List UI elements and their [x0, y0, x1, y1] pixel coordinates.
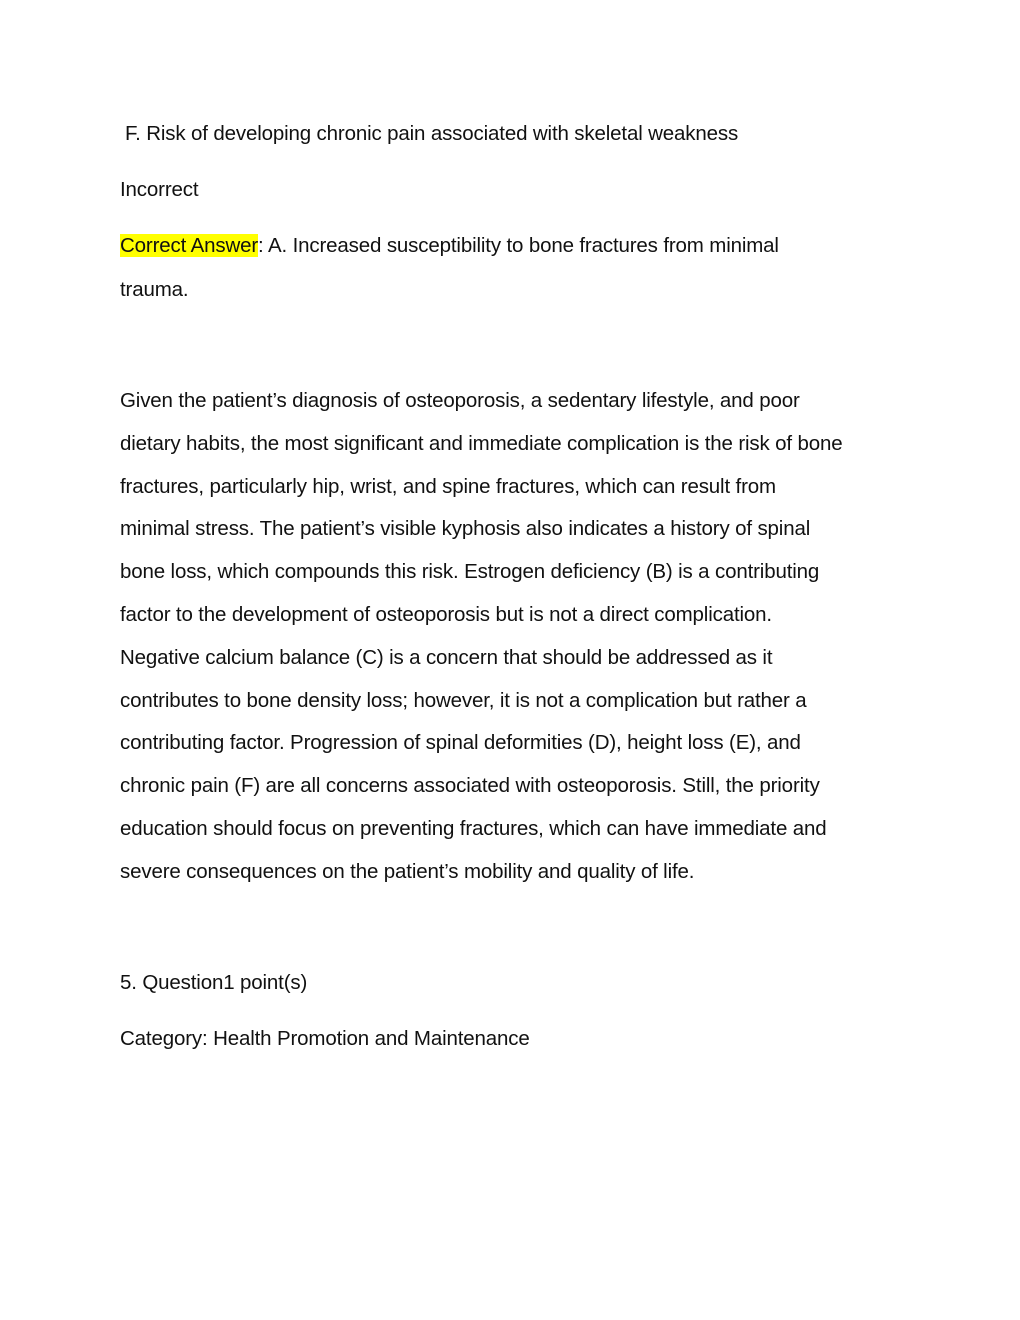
rationale-line: Negative calcium balance (C) is a concern that should be addressed as it	[120, 645, 773, 669]
question-category: Category: Health Promotion and Maintenance	[120, 1027, 530, 1050]
rationale-line: severe consequences on the patient’s mobility and quality of life.	[120, 859, 695, 883]
rationale-paragraph	[120, 388, 920, 902]
rationale-line: factor to the development of osteoporosis but is not a direct complication.	[120, 602, 772, 626]
correct-answer-label: Correct Answer	[120, 234, 259, 257]
result-status: Incorrect	[120, 178, 199, 201]
rationale-line: bone loss, which compounds this risk. Estrogen deficiency (B) is a contributing	[120, 560, 820, 584]
answer-option-f: F. Risk of developing chronic pain associated with skeletal weakness	[125, 122, 739, 145]
rationale-line: chronic pain (F) are all concerns associated with osteoporosis. Still, the priority	[120, 774, 820, 798]
rationale-line: minimal stress. The patient’s visible kyphosis also indicates a history of spinal	[120, 517, 811, 541]
question-header: 5. Question1 point(s)	[120, 971, 308, 994]
correct-answer-separator: :	[258, 234, 264, 257]
rationale-line: contributes to bone density loss; however, it is not a complication but rather a	[120, 688, 807, 712]
rationale-line: contributing factor. Progression of spinal deformities (D), height loss (E), and	[120, 731, 801, 755]
correct-answer-text-continued: trauma.	[120, 278, 189, 301]
rationale-line: fractures, particularly hip, wrist, and spine fractures, which can result from	[120, 474, 776, 498]
correct-answer-line	[120, 233, 779, 259]
rationale-line: Given the patient’s diagnosis of osteoporosis, a sedentary lifestyle, and poor	[120, 389, 800, 412]
correct-answer-text: A. Increased susceptibility to bone fractures from minimal	[263, 234, 779, 257]
rationale-line: dietary habits, the most significant and immediate complication is the risk of bone	[120, 431, 843, 455]
rationale-line: education should focus on preventing fractures, which can have immediate and	[120, 816, 827, 840]
